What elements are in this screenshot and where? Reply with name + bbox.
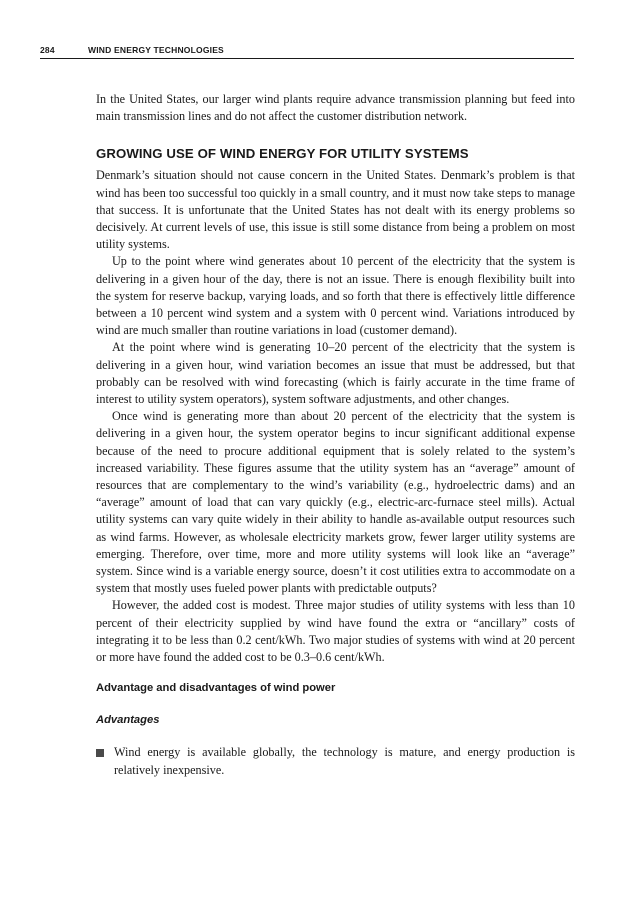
square-bullet-icon xyxy=(96,749,104,757)
body-paragraph: Denmark’s situation should not cause concern in the United States. Denmark’s problem is that wind has been too successful too quickly in a small country, and it must now take steps to manage that success. It is unfortunate that the United States has not dealt with its energy problems so decisively. At current levels of use, this issue is still some distance from being a problem on most utility systems. xyxy=(96,168,575,252)
advantages-list xyxy=(96,744,575,778)
body-paragraph: Once wind is generating more than about 20 percent of the electricity that the system is delivering in a given hour, the system operator begins to incur significant additional expense because of the need to procure additional equipment that is solely related to the system’s increased variability. These figures assume that the utility system has an “average” amount of resources that are complementary to the wind’s variability (e.g., hydroelectric dams) and an “average” amount of load that can vary quickly (e.g., electric-arc-furnace steel mills). Actual utility systems can vary quite widely in their ability to handle as-available output resources such as wind farms. However, as wholesale electricity markets grow, fewer larger utility systems are emerging. Therefore, over time, more and more utility systems will look like an “average” system. Since wind is a variable energy source, doesn’t it cost utilities extra to accommodate on a system that mostly uses fueled power plants with predictable outputs? xyxy=(96,409,575,596)
intro-paragraph: In the United States, our larger wind plants require advance transmission planning but feed into main transmission lines and do not affect the customer distribution network. xyxy=(96,92,575,124)
page-number: 284 xyxy=(40,45,55,55)
page-body xyxy=(96,91,575,779)
advantages-heading: Advantages xyxy=(96,714,160,727)
body-paragraph: However, the added cost is modest. Three major studies of utility systems with less than 10 percent of their electricity supplied by wind have found the extra or “ancillary” costs of integrating it to be less than 0.2 cent/kWh. Two major studies of systems with wind at 20 percent or more have found the added cost to be 0.3–0.6 cent/kWh. xyxy=(96,598,575,665)
running-head xyxy=(40,44,574,59)
list-item-text: Wind energy is available globally, the technology is mature, and energy production is relatively inexpensive. xyxy=(114,745,575,777)
subsection-heading: Advantage and disadvantages of wind power xyxy=(96,682,336,695)
section-heading: GROWING USE OF WIND ENERGY FOR UTILITY SYSTEMS xyxy=(96,146,469,162)
list-item xyxy=(96,744,575,778)
body-paragraph: At the point where wind is generating 10–20 percent of the electricity that the system is delivering in a given hour, wind variation becomes an issue that must be addressed, but that probably can be resolved with wind forecasting (which is fairly accurate in the time frame of interest to utility system operators), system software adjustments, and other changes. xyxy=(96,340,575,407)
chapter-title: WIND ENERGY TECHNOLOGIES xyxy=(88,45,224,55)
body-paragraph: Up to the point where wind generates about 10 percent of the electricity that the system is delivering in a given hour of the day, there is not an issue. There is enough flexibility built into the system for reserve backup, varying loads, and so forth that there is effectively little difference between a 10 percent wind system and a system with 0 percent wind. Variations introduced by wind are much smaller than routine variations in load (customer demand). xyxy=(96,254,575,338)
